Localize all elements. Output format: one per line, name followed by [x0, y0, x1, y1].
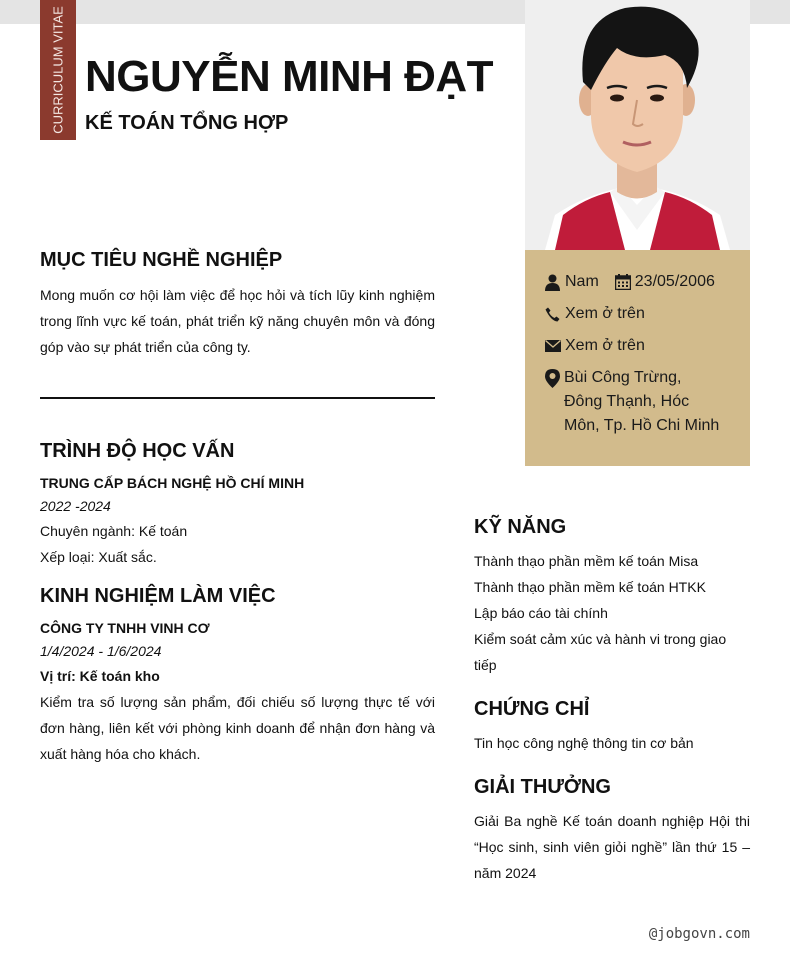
location-icon	[545, 366, 560, 388]
footer-brand: @jobgovn.com	[648, 926, 750, 942]
experience-position: Vị trí: Kế toán kho	[40, 668, 160, 684]
personal-info-box	[525, 250, 750, 466]
phone-row	[545, 302, 645, 326]
skill-item: Kiểm soát cảm xúc và hành vi trong giao tiếp	[474, 631, 727, 673]
profile-photo	[525, 0, 750, 250]
gender: Nam	[565, 273, 599, 290]
section-divider	[40, 397, 435, 399]
phone: Xem ở trên	[565, 305, 645, 322]
experience-description: Kiểm tra số lượng sản phẩm, đối chiếu số lượng thực tế với đơn hàng, liên kết với phòng kinh doanh để nhận đơn hàng và xuất hàng hóa cho khách.	[40, 694, 435, 762]
address-row	[545, 366, 720, 438]
awards-title: GIẢI THƯỞNG	[474, 776, 611, 798]
birthdate: 23/05/2006	[634, 273, 715, 290]
skill-item: Lập báo cáo tài chính	[474, 605, 608, 621]
objective-text: Mong muốn cơ hội làm việc để học hỏi và tích lũy kinh nghiệm trong lĩnh vực kế toán, phát triển kỹ năng chuyên môn và đóng góp vào sự phát triển của công ty.	[40, 287, 435, 355]
gender-row	[545, 270, 715, 294]
address: Bùi Công Trừng, Đông Thạnh, Hóc Môn, Tp. Hồ Chi Minh	[564, 369, 720, 434]
education-rank: Xếp loại: Xuất sắc.	[40, 549, 157, 565]
objective-title: MỤC TIÊU NGHỀ NGHIỆP	[40, 249, 283, 271]
job-title: KẾ TOÁN TỔNG HỢP	[85, 112, 289, 134]
cv-tag-label: CURRICULUM VITAE	[50, 6, 66, 134]
email-row	[545, 334, 645, 358]
education-major: Chuyên ngành: Kế toán	[40, 523, 188, 539]
education-title: TRÌNH ĐỘ HỌC VẤN	[40, 440, 235, 462]
calendar-icon	[615, 270, 631, 294]
curriculum-vitae-tag	[40, 0, 76, 140]
user-icon	[545, 270, 561, 294]
candidate-name: NGUYỄN MINH ĐẠT	[85, 52, 494, 101]
certificate-item: Tin học công nghệ thông tin cơ bản	[474, 735, 694, 751]
certificates-title: CHỨNG CHỈ	[474, 698, 590, 720]
award-text: Giải Ba nghề Kế toán doanh nghiệp Hội thi “Học sinh, sinh viên giỏi nghề” lần thứ 15 – năm 2024	[474, 813, 750, 881]
skills-title: KỸ NĂNG	[474, 516, 567, 538]
phone-icon	[545, 302, 561, 326]
education-period: 2022 -2024	[40, 498, 111, 514]
experience-period: 1/4/2024 - 1/6/2024	[40, 643, 162, 659]
experience-title: KINH NGHIỆM LÀM VIỆC	[40, 585, 276, 607]
skill-item: Thành thạo phần mềm kế toán HTKK	[474, 579, 706, 595]
email: Xem ở trên	[565, 337, 645, 354]
mail-icon	[545, 334, 561, 358]
skill-item: Thành thạo phần mềm kế toán Misa	[474, 553, 699, 569]
company-name: CÔNG TY TNHH VINH CƠ	[40, 620, 210, 636]
school-name: TRUNG CẤP BÁCH NGHỆ HỒ CHÍ MINH	[40, 475, 305, 491]
